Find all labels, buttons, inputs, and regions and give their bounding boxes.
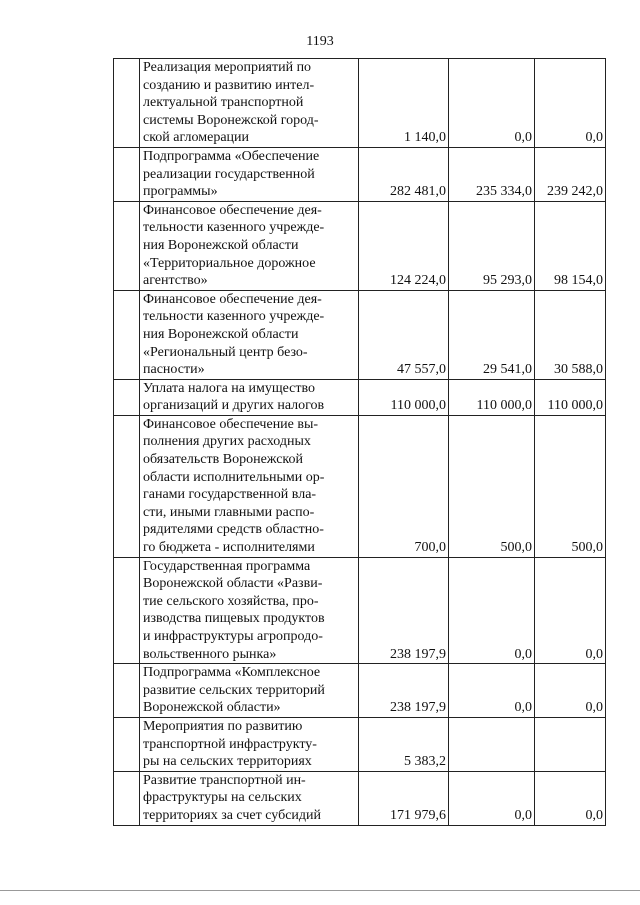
row-name-line: «Региональный центр безо- <box>143 344 308 360</box>
row-name-line: го бюджета - исполнителями <box>143 540 315 556</box>
row-blank-cell <box>114 290 140 379</box>
value-2022-cell: 238 197,9 <box>359 557 449 664</box>
value-2024-cell: 0,0 <box>535 771 606 825</box>
value-2022-cell: 5 383,2 <box>359 717 449 771</box>
table-row <box>114 664 606 718</box>
value-2023-cell: 0,0 <box>449 771 535 825</box>
row-name-line: ры на сельских территориях <box>143 754 312 770</box>
row-name-line: тельности казенного учрежде- <box>143 309 325 325</box>
value-2023-cell: 500,0 <box>449 415 535 557</box>
table-row <box>114 290 606 379</box>
row-name-cell <box>140 415 359 557</box>
row-name-line: созданию и развитию интел- <box>143 77 315 93</box>
value-2022-cell: 110 000,0 <box>359 379 449 415</box>
table-row <box>114 379 606 415</box>
row-name-line: развитие сельских территорий <box>143 682 325 698</box>
row-name-line: системы Воронежской город- <box>143 112 319 128</box>
row-name-cell <box>140 290 359 379</box>
row-name-line: области исполнительными ор- <box>143 469 325 485</box>
row-blank-cell <box>114 717 140 771</box>
row-name-line: Воронежской области» <box>143 700 281 716</box>
value-2022-cell: 700,0 <box>359 415 449 557</box>
value-2023-cell: 29 541,0 <box>449 290 535 379</box>
row-name-line: фраструктуры на сельских <box>143 790 302 806</box>
value-2024-cell: 110 000,0 <box>535 379 606 415</box>
row-name-line: полнения других расходных <box>143 434 311 450</box>
value-2022-cell: 171 979,6 <box>359 771 449 825</box>
value-2024-cell: 0,0 <box>535 664 606 718</box>
row-name-cell <box>140 379 359 415</box>
value-2023-cell: 0,0 <box>449 664 535 718</box>
value-2024-cell: 30 588,0 <box>535 290 606 379</box>
row-name-cell <box>140 201 359 290</box>
table-row <box>114 415 606 557</box>
row-name-line: агентство» <box>143 273 208 289</box>
row-blank-cell <box>114 557 140 664</box>
value-2022-cell: 47 557,0 <box>359 290 449 379</box>
row-name-line: тельности казенного учрежде- <box>143 220 325 236</box>
row-name-line: Развитие транспортной ин- <box>143 772 306 788</box>
row-name-line: Уплата налога на имущество <box>143 380 316 396</box>
row-blank-cell <box>114 415 140 557</box>
table-row <box>114 201 606 290</box>
value-2023-cell: 0,0 <box>449 557 535 664</box>
row-name-line: ния Воронежской области <box>143 326 299 342</box>
budget-table-body <box>114 59 606 826</box>
row-name-line: Воронежской области «Разви- <box>143 576 323 592</box>
table-row <box>114 717 606 771</box>
row-name-line: реализации государственной <box>143 166 315 182</box>
row-name-line: Государственная программа <box>143 558 311 574</box>
value-2023-cell: 0,0 <box>449 59 535 148</box>
row-blank-cell <box>114 147 140 201</box>
row-blank-cell <box>114 201 140 290</box>
value-2024-cell: 0,0 <box>535 557 606 664</box>
value-2023-cell: 95 293,0 <box>449 201 535 290</box>
value-2024-cell: 0,0 <box>535 59 606 148</box>
row-name-line: ской агломерации <box>143 130 250 146</box>
value-2022-cell: 238 197,9 <box>359 664 449 718</box>
table-row <box>114 771 606 825</box>
row-name-line: Финансовое обеспечение дея- <box>143 202 322 218</box>
value-2022-cell: 124 224,0 <box>359 201 449 290</box>
row-name-line: ния Воронежской области <box>143 237 299 253</box>
row-name-line: вольственного рынка» <box>143 646 277 662</box>
row-name-line: ганами государственной вла- <box>143 487 317 503</box>
row-name-cell <box>140 59 359 148</box>
row-name-line: лектуальной транспортной <box>143 95 304 111</box>
row-name-line: обязательств Воронежской <box>143 452 304 468</box>
row-name-cell <box>140 664 359 718</box>
row-blank-cell <box>114 771 140 825</box>
value-2024-cell: 239 242,0 <box>535 147 606 201</box>
table-row <box>114 147 606 201</box>
row-name-cell <box>140 717 359 771</box>
row-name-line: программы» <box>143 184 218 200</box>
row-name-line: пасности» <box>143 362 205 378</box>
value-2024-cell <box>535 717 606 771</box>
row-name-line: Реализация мероприятий по <box>143 60 312 75</box>
budget-table <box>113 58 606 826</box>
row-blank-cell <box>114 664 140 718</box>
row-name-line: Финансовое обеспечение вы- <box>143 416 319 432</box>
page-number: 1193 <box>306 34 334 49</box>
row-name-line: и инфраструктуры агропродо- <box>143 629 323 644</box>
row-name-line: рядителями средств областно- <box>143 522 324 538</box>
row-name-line: тие сельского хозяйства, про- <box>143 593 319 609</box>
row-name-cell <box>140 557 359 664</box>
row-name-line: изводства пищевых продуктов <box>143 611 325 627</box>
row-name-line: Подпрограмма «Комплексное <box>143 665 321 681</box>
value-2024-cell: 98 154,0 <box>535 201 606 290</box>
row-blank-cell <box>114 59 140 148</box>
value-2022-cell: 282 481,0 <box>359 147 449 201</box>
row-name-line: сти, иными главными распо- <box>143 504 315 520</box>
value-2023-cell: 110 000,0 <box>449 379 535 415</box>
row-name-line: «Территориальное дорожное <box>143 255 316 271</box>
row-name-line: Мероприятия по развитию <box>143 718 303 734</box>
row-name-line: организаций и других налогов <box>143 398 325 414</box>
row-name-cell <box>140 147 359 201</box>
value-2024-cell: 500,0 <box>535 415 606 557</box>
row-name-line: территориях за счет субсидий <box>143 807 322 823</box>
row-name-line: транспортной инфраструкту- <box>143 736 317 752</box>
value-2022-cell: 1 140,0 <box>359 59 449 148</box>
table-row <box>114 557 606 664</box>
row-name-cell <box>140 771 359 825</box>
page-bottom-rule <box>0 890 640 891</box>
row-name-line: Подпрограмма «Обеспечение <box>143 148 320 164</box>
table-row <box>114 59 606 148</box>
value-2023-cell <box>449 717 535 771</box>
row-blank-cell <box>114 379 140 415</box>
value-2023-cell: 235 334,0 <box>449 147 535 201</box>
row-name-line: Финансовое обеспечение дея- <box>143 291 322 307</box>
